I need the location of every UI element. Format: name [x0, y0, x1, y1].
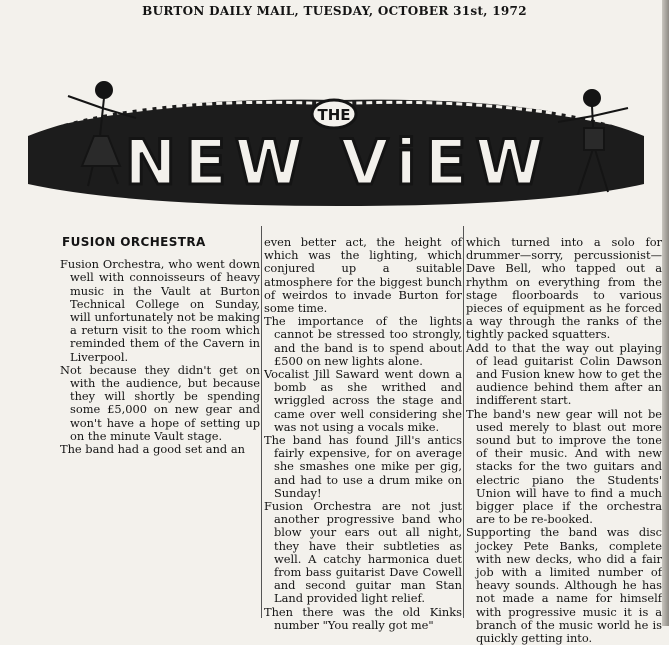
paragraph: The band had a good set and an [60, 442, 245, 457]
article-column-3 [466, 236, 662, 645]
paragraph: which turned into a solo for drummer—sorry, percussionist—Dave Bell, who tapped out a rhythm on everything from the stage floorboards to various pieces of equipment as he forced a way through the ranks of the tightly packed squatters. [466, 235, 662, 342]
paragraph: Supporting the band was disc jockey Pete Banks, complete with new decks, who did a fair job with a limited number of heavy sounds. Although he has not made a name for himself with progressive music it is a branch of the music world he is quickly getting into. [466, 525, 662, 645]
page-edge-shadow [662, 0, 669, 626]
column-rule-1 [261, 226, 262, 618]
article-column-1 [60, 236, 260, 456]
paragraph: The band's new gear will not be used merely to blast out more sound but to improve the tone of their music. And with new stacks for the two guitars and electric piano the Students' Union will have to find a much bigger place if the orchestra are to be re-booked. [466, 406, 662, 527]
paragraph: Then there was the old Kinks number "You really got me" [264, 604, 462, 632]
new-view-banner [8, 66, 662, 216]
paragraph: Fusion Orchestra are not just another progressive band who blow your ears out all night, they have their subtleties as well. A catchy harmonica duet from bass guitarist Dave Cowell and second guitar man Stan Land provided light relief. [264, 499, 462, 606]
paragraph: Add to that the way out playing of lead guitarist Colin Dawson and Fusion knew how to get the audience behind them after an indifferent start. [466, 340, 662, 408]
paragraph: Vocalist Jill Saward went down a bomb as she writhed and wriggled across the stage and came over well considering she was not using a vocals mike. [264, 367, 462, 434]
paragraph: Fusion Orchestra, who went down well with connoisseurs of heavy music in the Vault at Burton Technical College on Sunday, will unfortunately not be making a return visit to the room which reminded them of the Cavern in Liverpool. [60, 257, 260, 364]
paragraph: even better act, the height of which was the lighting, which conjured up a suitable atmosphere for the biggest bunch of weirdos to invade Burton for some time. [264, 235, 462, 316]
banner-big-title: NEW ViEW [124, 126, 552, 199]
paragraph: The importance of the lights cannot be stressed too strongly, and the band is to spend about £500 on new lights alone. [264, 314, 462, 368]
article-column-2 [264, 236, 462, 632]
paragraph: The band has found Jill's antics fairly expensive, for on average she smashes one mike per gig, and had to use a drum mike on Sunday! [264, 433, 462, 500]
newspaper-masthead: BURTON DAILY MAIL, TUESDAY, OCTOBER 31st, 1972 [142, 4, 527, 18]
paragraph: Not because they didn't get on with the audience, but because they will shortly be spending some £5,000 on new gear and won't have a hope of setting up on the minute Vault stage. [60, 362, 260, 443]
article-headline: FUSION ORCHESTRA [62, 235, 206, 249]
column-rule-2 [463, 226, 464, 618]
banner-small-title: THE [317, 106, 351, 124]
